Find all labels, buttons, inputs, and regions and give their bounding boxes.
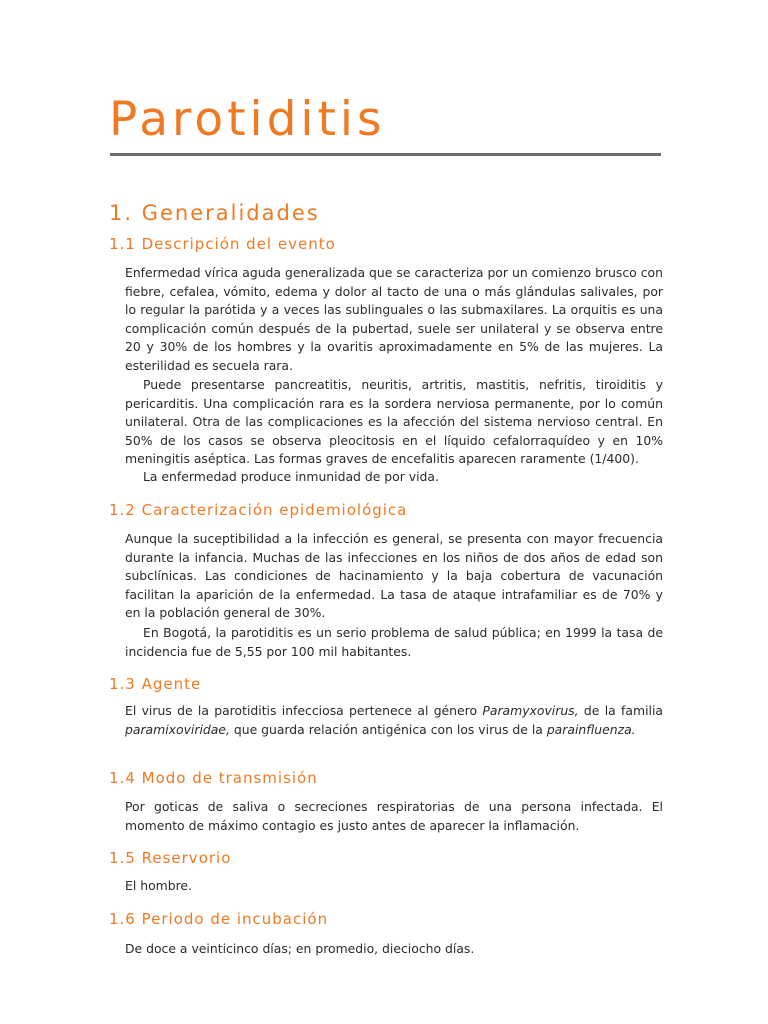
agente-genus: Paramyxovirus, (482, 703, 579, 718)
agente-text-c: que guarda relación antigénica con los virus de la (229, 721, 547, 737)
section-heading: 1. Generalidades (109, 201, 320, 225)
paragraph-caracterizacion-2: En Bogotá, la parotiditis es un serio problema de salud pública; en 1999 la tasa de incidencia fue de 5,55 por 100 mil habitantes. (125, 625, 663, 659)
heading-transmision: 1.4 Modo de transmisión (109, 769, 318, 787)
heading-agente: 1.3 Agente (109, 675, 202, 693)
agente-text-a: El virus de la parotiditis infecciosa pertenece al género (125, 703, 483, 718)
paragraph-descripcion-2: Puede presentarse pancreatitis, neuritis, artritis, mastitis, nefritis, tiroiditis y pericarditis. Una complicación rara es la sordera nerviosa permanente, por lo común unilateral. Otra de las complicaciones es la afección del sistema nervioso central. En 50% de los casos se observa pleocitosis en el líquido cefalorraquídeo y en 10% meningitis aséptica. Las formas graves de encefalitis aparecen raramente (1/400). (125, 377, 663, 467)
paragraph-incubacion: De doce a veinticinco días; en promedio, dieciocho días. (125, 941, 475, 956)
paragraph-reservorio: El hombre. (125, 878, 192, 893)
heading-incubacion: 1.6 Periodo de incubación (109, 910, 329, 928)
paragraph-agente (125, 702, 663, 739)
agente-virus: parainfluenza. (546, 721, 636, 737)
paragraph-descripcion-3: La enfermedad produce inmunidad de por vida. (143, 469, 439, 484)
heading-caracterizacion: 1.2 Caracterización epidemiológica (109, 501, 408, 519)
page-title: Parotiditis (109, 92, 386, 147)
paragraph-descripcion-1: Enfermedad vírica aguda generalizada que se caracteriza por un comienzo brusco con fiebre, cefalea, vómito, edema y dolor al tacto de una o más glándulas salivales, por lo regular la parótida y a veces las sublinguales o las submaxilares. La orquitis es una complicación común después de la pubertad, suele ser unilateral y se observa entre 20 y 30% de los hombres y la ovaritis aproximadamente en 5% de las mujeres. La esterilidad es secuela rara. (125, 265, 663, 373)
agente-text-b: de la familia (578, 703, 663, 718)
paragraph-transmision: Por goticas de saliva o secreciones respiratorias de una persona infectada. El momento de máximo contagio es justo antes de aparecer la inflamación. (125, 799, 663, 833)
heading-reservorio: 1.5 Reservorio (109, 849, 232, 867)
paragraph-caracterizacion-1: Aunque la suceptibilidad a la infección es general, se presenta con mayor frecuencia durante la infancia. Muchas de las infecciones en los niños de dos años de edad son subclínicas. Las condiciones de hacinamiento y la baja cobertura de vacunación facilitan la aparición de la enfermedad. La tasa de ataque intrafamiliar es de 70% y en la población general de 30%. (125, 531, 663, 621)
agente-family: paramixoviridae, (125, 721, 230, 737)
title-divider (110, 153, 661, 156)
heading-descripcion: 1.1 Descripción del evento (109, 235, 336, 253)
